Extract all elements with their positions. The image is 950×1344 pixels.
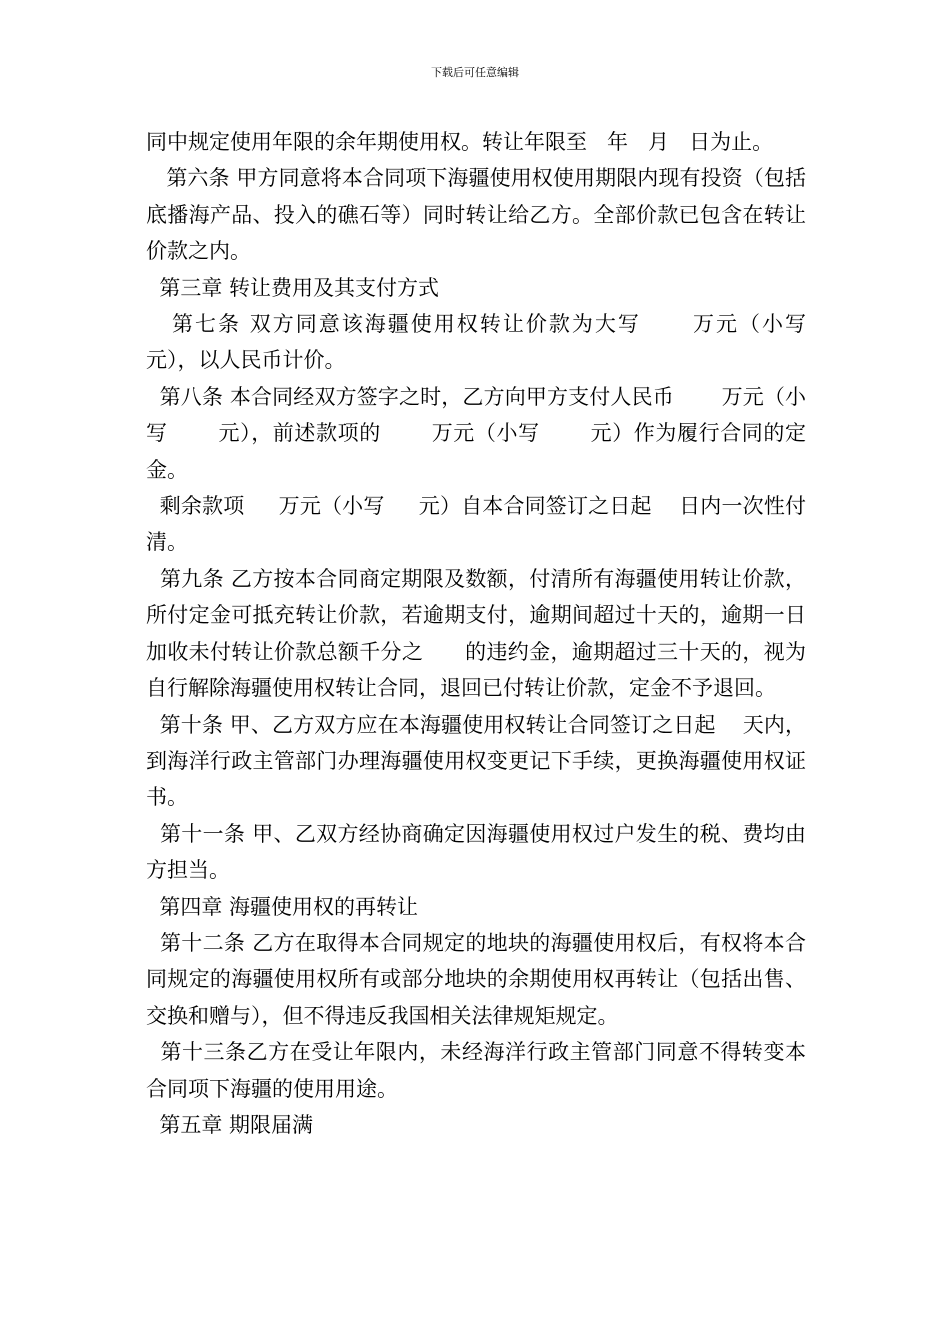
document-body — [146, 124, 847, 1143]
paragraph-continuation: 同中规定使用年限的余年期使用权。转让年限至 年 月 日为止。 — [146, 130, 774, 154]
article-10: 第十条 甲、乙方双方应在本海疆使用权转让合同签订之日起 天内，到海洋行政主管部门办理海疆使用权变更记下手续，更换海疆使用权证书。 — [146, 712, 807, 810]
article-13: 第十三条乙方在受让年限内，未经海洋行政主管部门同意不得转变本合同项下海疆的使用用途。 — [146, 1040, 807, 1101]
article-11: 第十一条 甲、乙双方经协商确定因海疆使用权过户发生的税、费均由 方担当。 — [146, 821, 840, 883]
page-header: 下载后可任意编辑 — [431, 66, 519, 79]
chapter-3-heading: 第三章 转让费用及其支付方式 — [146, 275, 440, 300]
chapter-5-heading: 第五章 期限届满 — [146, 1112, 314, 1137]
article-7: 第七条 双方同意该海疆使用权转让价款为大写 万元（小写 元），以人民币计价。 — [146, 312, 847, 373]
article-8: 第八条 本合同经双方签字之时，乙方向甲方支付人民币 万元（小写 元），前述款项的 万元（小写 元）作为履行合同的定金。 — [146, 384, 806, 482]
article-6: 第六条 甲方同意将本合同项下海疆使用权使用期限内现有投资（包括底播海产品、投入的礁石等）同时转让给乙方。全部价款已包含在转让价款之内。 — [146, 166, 806, 264]
chapter-4-heading: 第四章 海疆使用权的再转让 — [146, 894, 419, 919]
article-12: 第十二条 乙方在取得本合同规定的地块的海疆使用权后，有权将本合同规定的海疆使用权所有或部分地块的余期使用权再转让（包括出售、交换和赠与），但不得违反我国相关法律规矩规定。 — [146, 930, 806, 1028]
article-9: 第九条 乙方按本合同商定期限及数额，付清所有海疆使用转让价款，所付定金可抵充转让价款，若逾期支付，逾期间超过十天的，逾期一日加收未付转让价款总额千分之 的违约金，逾期超过三十天的，视为自行解除海疆使用权转让合同，退回已付转让价款，定金不予退回。 — [146, 566, 806, 701]
remaining-payment: 剩余款项 万元（小写 元）自本合同签订之日起 日内一次性付清。 — [146, 494, 806, 555]
